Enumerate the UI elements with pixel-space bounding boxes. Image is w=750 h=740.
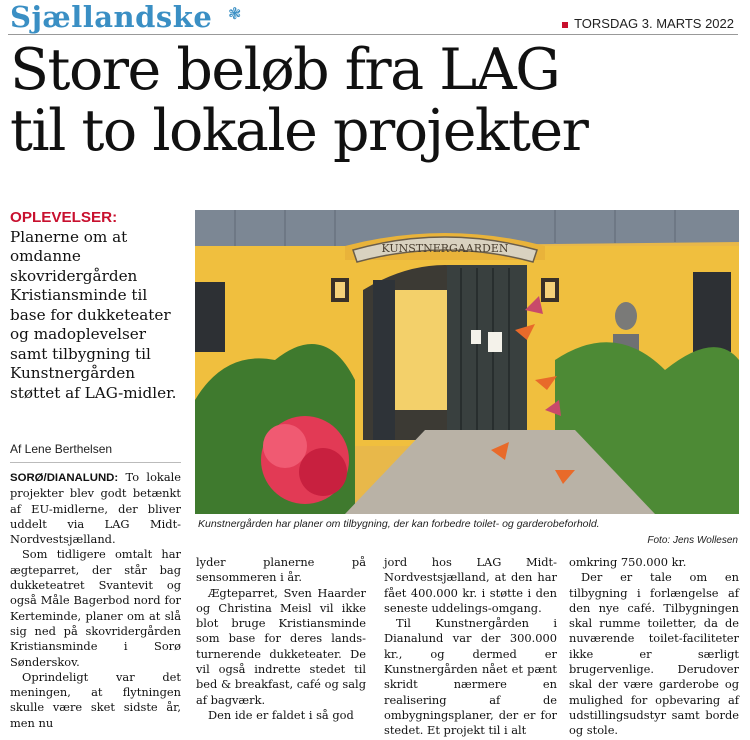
paragraph: Oprindeligt var det meningen, at flytningen skulle være sket sidste år, men nu <box>10 669 181 730</box>
body-column-2 <box>196 555 366 723</box>
article-lead <box>10 208 185 403</box>
body-column-4 <box>569 555 739 739</box>
paragraph: Til Kunstnergården i Dianalund var der 300.000 kr., og dermed er Kunstnergården nået et pænt skridt nærmere en realisering af de ombygningsplaner, der er for stedet. Et projekt til i alt <box>384 616 557 738</box>
article-headline <box>10 37 740 164</box>
photo-credit: Foto: Jens Wollesen <box>647 535 738 546</box>
newspaper-logo: Sjællandske <box>10 0 213 34</box>
paragraph: lyder planerne på sensommeren i år. <box>196 555 366 585</box>
paragraph: Som tidligere omtalt har ægteparret, der står bag dukketeatret Svantevit og også Måle Bagerbod nord for Kerteminde, planer om at slå sig ned på skovridergården Kristiansminde i Sorø Sønderskov. <box>10 547 181 669</box>
paragraph: Ægteparret, Sven Haarder og Christina Meisl vil ikke blot bruge Kristiansminde som base for deres lands-turnerende dukketeater. De vil også indrette stedet til bed & breakfast, café og salg af bagværk. <box>196 585 366 707</box>
headline-line-1: Store beløb fra LAG <box>10 37 560 103</box>
paragraph: SORØ/DIANALUND: To lokale projekter blev godt betænkt af EU-midlerne, der bliver uddelt via LAG Midt-Nordvestsjælland. <box>10 470 181 547</box>
leaf-icon: ❃ <box>228 4 242 23</box>
paragraph: jord hos LAG Midt-Nordvestsjælland, at den har fået 400.000 kr. i støtte i den seneste uddelings-omgang. <box>384 555 557 615</box>
wall-lantern-left <box>331 278 349 302</box>
red-square-icon <box>562 22 568 28</box>
lead-kicker: OPLEVELSER: <box>10 209 118 226</box>
headline-line-2: til to lokale projekter <box>10 98 588 164</box>
wall-lantern-right <box>541 278 559 302</box>
paragraph: Der er tale om en tilbygning i forlængelse af den nye café. Tilbygningen skal rumme toiletter, da de nuværende toilet-faciliteter ikke er særligt brugervenlige. Derudover skal der være garderobe og mulighed for opbevaring af udstillingsudstyr samt borde og stole. <box>569 570 739 738</box>
masthead-rule <box>8 34 738 35</box>
body-column-3 <box>384 555 557 739</box>
body-dateline: SORØ/DIANALUND: <box>10 472 119 484</box>
issue-date-text: TORSDAG 3. MARTS 2022 <box>574 16 734 31</box>
photo-caption: Kunstnergården har planer om tilbygning, der kan forbedre toilet- og garderobeforhold. <box>198 518 600 530</box>
lead-text: Planerne om at omdanne skovridergården Kristiansminde til base for dukketeater og madoplevelser samt tilbygning til Kunstnergården støttet af LAG-midler. <box>10 227 177 402</box>
issue-date <box>562 16 734 31</box>
article-photo <box>195 210 739 514</box>
paragraph: omkring 750.000 kr. <box>569 555 687 569</box>
byline-rule <box>10 462 181 463</box>
paragraph: Den ide er faldet i så god <box>208 707 354 722</box>
gate-sign-text: KUNSTNERGAARDEN <box>381 242 509 255</box>
masthead <box>4 0 746 34</box>
body-column-1 <box>10 470 181 731</box>
red-rose <box>261 416 349 504</box>
kunstnergaarden-photo <box>195 210 739 514</box>
byline: Af Lene Berthelsen <box>10 442 113 456</box>
